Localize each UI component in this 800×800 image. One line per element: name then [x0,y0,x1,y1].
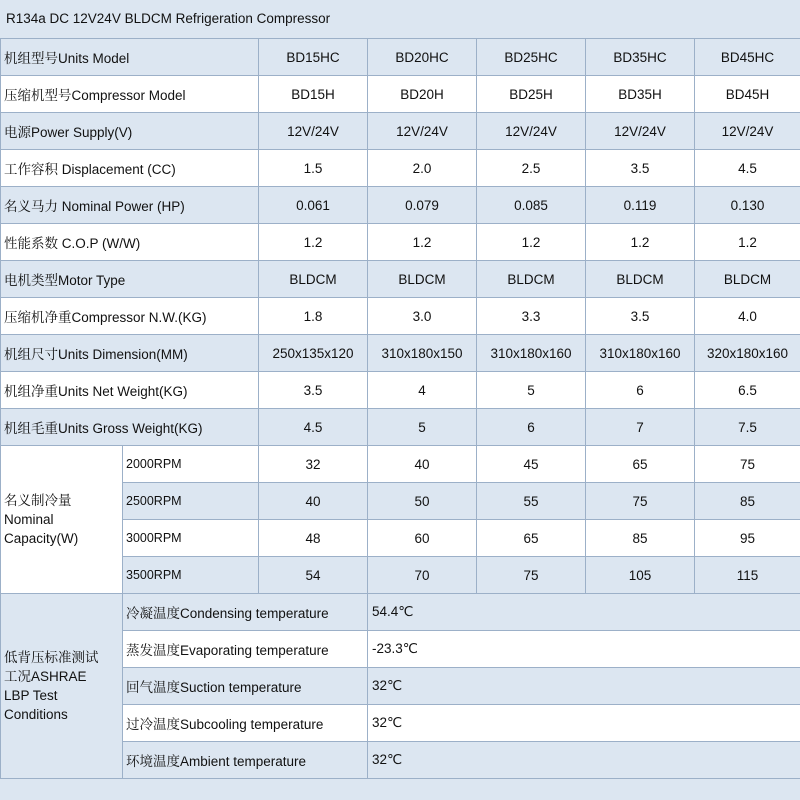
cell-bd20: 1.2 [368,224,477,261]
cell-bd20: 12V/24V [368,113,477,150]
row-label: 机组净重Units Net Weight(KG) [1,372,259,409]
row-label: 机组型号Units Model [1,39,259,76]
condition-label: 蒸发温度Evaporating temperature [123,631,368,668]
cell-bd15: 12V/24V [259,113,368,150]
test-label-line: LBP Test [4,688,58,703]
cell-bd20: BLDCM [368,261,477,298]
cell-bd25: 3.3 [477,298,586,335]
cell-bd45: 1.2 [695,224,800,261]
cell-bd20: 5 [368,409,477,446]
cell-bd35: 85 [586,520,695,557]
rpm-label: 3500RPM [123,557,259,594]
test-label-line: 低背压标准测试 [4,650,99,665]
spec-row-compressor-weight [1,298,800,335]
cell-bd15: 4.5 [259,409,368,446]
cell-bd15: 1.2 [259,224,368,261]
cell-bd20: 70 [368,557,477,594]
cell-bd25: 6 [477,409,586,446]
capacity-label-line: 名义制冷量 [4,493,72,508]
cell-bd35: 3.5 [586,150,695,187]
cell-bd25: 55 [477,483,586,520]
cell-bd35: 3.5 [586,298,695,335]
row-label: 机组毛重Units Gross Weight(KG) [1,409,259,446]
cell-bd15: BLDCM [259,261,368,298]
cell-bd20: 50 [368,483,477,520]
cell-bd25: 2.5 [477,150,586,187]
test-conditions-group-label [1,594,123,779]
condition-label: 回气温度Suction temperature [123,668,368,705]
cell-bd35: 7 [586,409,695,446]
cell-bd25: 0.085 [477,187,586,224]
row-label: 电源Power Supply(V) [1,113,259,150]
cell-bd25: 45 [477,446,586,483]
spec-row-cop [1,224,800,261]
cell-bd25: BD25H [477,76,586,113]
condition-label: 冷凝温度Condensing temperature [123,594,368,631]
cell-bd45: 115 [695,557,800,594]
row-label: 机组尺寸Units Dimension(MM) [1,335,259,372]
cell-bd15: 32 [259,446,368,483]
cell-bd35: 65 [586,446,695,483]
cell-bd15: 40 [259,483,368,520]
condition-value: 32℃ [368,705,800,742]
cell-bd35: 0.119 [586,187,695,224]
cell-bd20: 60 [368,520,477,557]
cell-bd45: 7.5 [695,409,800,446]
spec-row-gross-weight [1,409,800,446]
test-label-line: 工况ASHRAE [4,669,87,684]
cell-bd45: 75 [695,446,800,483]
cell-bd15: 54 [259,557,368,594]
rpm-label: 2000RPM [123,446,259,483]
cell-bd25: 75 [477,557,586,594]
condition-value: -23.3℃ [368,631,800,668]
row-label: 性能系数 C.O.P (W/W) [1,224,259,261]
cell-bd15: BD15H [259,76,368,113]
cell-bd25: 310x180x160 [477,335,586,372]
cell-bd20: 310x180x150 [368,335,477,372]
spec-row-nominal-power [1,187,800,224]
spec-row-units-model [1,39,800,76]
cell-bd20: 4 [368,372,477,409]
cell-bd45: 85 [695,483,800,520]
cell-bd45: 0.130 [695,187,800,224]
condition-label: 环境温度Ambient temperature [123,742,368,779]
row-label: 压缩机型号Compressor Model [1,76,259,113]
cell-bd35: 310x180x160 [586,335,695,372]
cell-bd35: 6 [586,372,695,409]
cell-bd45: 320x180x160 [695,335,800,372]
condition-value: 32℃ [368,668,800,705]
cell-bd15: 250x135x120 [259,335,368,372]
cell-bd45: BD45H [695,76,800,113]
rpm-label: 3000RPM [123,520,259,557]
cell-bd35: BLDCM [586,261,695,298]
cell-bd45: 4.5 [695,150,800,187]
cell-bd15: 0.061 [259,187,368,224]
cell-bd15: 1.8 [259,298,368,335]
spec-row-motor-type [1,261,800,298]
spec-row-net-weight [1,372,800,409]
condition-label: 过冷温度Subcooling temperature [123,705,368,742]
cell-bd20: BD20HC [368,39,477,76]
cell-bd25: 65 [477,520,586,557]
row-label: 压缩机净重Compressor N.W.(KG) [1,298,259,335]
cell-bd45: BLDCM [695,261,800,298]
cell-bd25: 12V/24V [477,113,586,150]
cell-bd35: BD35HC [586,39,695,76]
cell-bd45: 12V/24V [695,113,800,150]
cell-bd20: 40 [368,446,477,483]
sheet-title: R134a DC 12V24V BLDCM Refrigeration Compressor [0,0,800,38]
capacity-label-line: Capacity(W) [4,531,79,546]
row-label: 工作容积 Displacement (CC) [1,150,259,187]
cell-bd35: 12V/24V [586,113,695,150]
cell-bd25: 1.2 [477,224,586,261]
cell-bd45: 6.5 [695,372,800,409]
cell-bd25: BD25HC [477,39,586,76]
cell-bd25: 5 [477,372,586,409]
cell-bd15: 1.5 [259,150,368,187]
condition-value: 32℃ [368,742,800,779]
cell-bd45: 95 [695,520,800,557]
cell-bd35: 105 [586,557,695,594]
capacity-row-2000 [1,446,800,483]
cell-bd45: 4.0 [695,298,800,335]
cell-bd35: 1.2 [586,224,695,261]
cell-bd20: 2.0 [368,150,477,187]
cell-bd20: 0.079 [368,187,477,224]
spec-row-displacement [1,150,800,187]
cell-bd15: 3.5 [259,372,368,409]
spec-table [0,38,800,779]
cell-bd35: 75 [586,483,695,520]
cell-bd35: BD35H [586,76,695,113]
capacity-label-line: Nominal [4,512,54,527]
spec-row-compressor-model [1,76,800,113]
condition-value: 54.4℃ [368,594,800,631]
rpm-label: 2500RPM [123,483,259,520]
spec-row-power-supply [1,113,800,150]
cell-bd25: BLDCM [477,261,586,298]
capacity-group-label [1,446,123,594]
spec-row-dimension [1,335,800,372]
cell-bd45: BD45HC [695,39,800,76]
row-label: 电机类型Motor Type [1,261,259,298]
condition-row-condensing [1,594,800,631]
test-label-line: Conditions [4,707,68,722]
cell-bd15: BD15HC [259,39,368,76]
cell-bd20: 3.0 [368,298,477,335]
cell-bd15: 48 [259,520,368,557]
row-label: 名义马力 Nominal Power (HP) [1,187,259,224]
cell-bd20: BD20H [368,76,477,113]
